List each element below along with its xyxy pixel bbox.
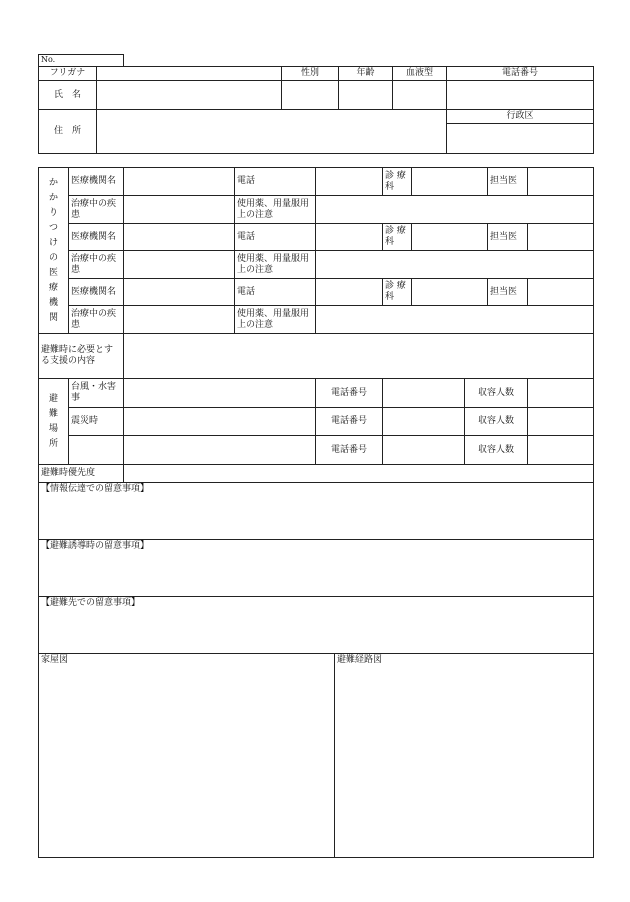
medical-side-char: 関: [48, 312, 58, 323]
age-label: 年齢: [339, 67, 393, 81]
info-notes-area[interactable]: [39, 483, 594, 540]
tel-label-3: 電話: [235, 279, 316, 306]
support-field[interactable]: [124, 334, 594, 379]
medical-side-label: [39, 168, 69, 334]
shelter-phone-field-3[interactable]: [383, 436, 465, 465]
doctor-label-1: 担当医: [488, 168, 528, 196]
institution-field-3[interactable]: [124, 279, 235, 306]
address-field[interactable]: [97, 110, 447, 154]
gender-label: 性別: [282, 67, 339, 81]
shelter-phone-field-1[interactable]: [383, 379, 465, 408]
blood-type-field[interactable]: [393, 81, 447, 110]
shelter-notes-label: 【避難先での留意事項】: [41, 598, 141, 608]
phone-field[interactable]: [447, 81, 594, 110]
furigana-field[interactable]: [97, 67, 282, 81]
institution-field-2[interactable]: [124, 224, 235, 251]
institution-label-3: 医療機関名: [69, 279, 124, 306]
phone-label: 電話番号: [447, 67, 594, 81]
furigana-label: フリガナ: [39, 67, 97, 81]
shelter-phone-label-3: 電話番号: [316, 436, 383, 465]
shelter-capacity-label-1: 収容人数: [465, 379, 528, 408]
shelter-side-char: 避: [48, 393, 58, 404]
shelter-type-2: 震災時: [69, 408, 124, 436]
medicine-label-3: 使用薬、用量服用上の注意: [235, 306, 316, 334]
support-label: 避難時に必要とする支援の内容: [39, 334, 124, 379]
disease-field-2[interactable]: [124, 251, 235, 279]
disease-label-1: 治療中の疾患: [69, 196, 124, 224]
tel-field-1[interactable]: [316, 168, 383, 196]
dept-field-1[interactable]: [412, 168, 488, 196]
medical-side-char: の: [48, 252, 58, 263]
medicine-label-2: 使用薬、用量服用上の注意: [235, 251, 316, 279]
medical-side-char: 医: [48, 267, 58, 278]
shelter-capacity-field-1[interactable]: [528, 379, 594, 408]
priority-field[interactable]: [124, 465, 594, 483]
doctor-field-1[interactable]: [528, 168, 594, 196]
shelter-capacity-label-2: 収容人数: [465, 408, 528, 436]
house-map-label: 家屋図: [41, 655, 69, 665]
institution-field-1[interactable]: [124, 168, 235, 196]
shelter-phone-label-2: 電話番号: [316, 408, 383, 436]
address-label: 住 所: [39, 110, 97, 154]
info-notes-label: 【情報伝達での留意事項】: [41, 484, 150, 494]
disease-field-1[interactable]: [124, 196, 235, 224]
shelter-type-3: [69, 436, 124, 465]
disease-field-3[interactable]: [124, 306, 235, 334]
medical-side-char: け: [48, 237, 58, 248]
dept-label-1: 診 療 科: [383, 168, 412, 196]
doctor-field-2[interactable]: [528, 224, 594, 251]
institution-label-2: 医療機関名: [69, 224, 124, 251]
medical-side-char: 療: [48, 282, 58, 293]
medicine-field-3[interactable]: [316, 306, 594, 334]
ward-field[interactable]: [447, 124, 594, 154]
dept-label-3: 診 療 科: [383, 279, 412, 306]
tel-field-2[interactable]: [316, 224, 383, 251]
main-form-table: [38, 167, 594, 858]
dept-field-2[interactable]: [412, 224, 488, 251]
medicine-label-1: 使用薬、用量服用上の注意: [235, 196, 316, 224]
medical-side-char: か: [48, 177, 58, 188]
route-map-area[interactable]: [335, 654, 594, 858]
dept-field-3[interactable]: [412, 279, 488, 306]
disease-label-2: 治療中の疾患: [69, 251, 124, 279]
gender-field[interactable]: [282, 81, 339, 110]
shelter-notes-area[interactable]: [39, 597, 594, 654]
disease-label-3: 治療中の疾患: [69, 306, 124, 334]
medical-side-char: か: [48, 192, 58, 203]
name-label: 氏 名: [39, 81, 97, 110]
shelter-phone-field-2[interactable]: [383, 408, 465, 436]
age-field[interactable]: [339, 81, 393, 110]
shelter-capacity-field-2[interactable]: [528, 408, 594, 436]
institution-label-1: 医療機関名: [69, 168, 124, 196]
medicine-field-1[interactable]: [316, 196, 594, 224]
shelter-side-label: [39, 379, 69, 465]
shelter-capacity-field-3[interactable]: [528, 436, 594, 465]
ward-label: 行政区: [447, 110, 594, 124]
tel-field-3[interactable]: [316, 279, 383, 306]
medicine-field-2[interactable]: [316, 251, 594, 279]
shelter-side-char: 所: [48, 438, 58, 449]
number-label: No.: [41, 55, 56, 64]
name-field[interactable]: [97, 81, 282, 110]
guidance-notes-label: 【避難誘導時の留意事項】: [41, 541, 150, 551]
medical-side-char: 機: [48, 297, 58, 308]
doctor-label-2: 担当医: [488, 224, 528, 251]
shelter-name-3[interactable]: [124, 436, 316, 465]
blood-type-label: 血液型: [393, 67, 447, 81]
guidance-notes-area[interactable]: [39, 540, 594, 597]
shelter-side-char: 難: [48, 408, 58, 419]
shelter-name-1[interactable]: [124, 379, 316, 408]
shelter-phone-label-1: 電話番号: [316, 379, 383, 408]
shelter-name-2[interactable]: [124, 408, 316, 436]
priority-label: 避難時優先度: [39, 465, 124, 483]
doctor-field-3[interactable]: [528, 279, 594, 306]
tel-label-1: 電話: [235, 168, 316, 196]
shelter-side-char: 場: [48, 423, 58, 434]
route-map-label: 避難経路図: [337, 655, 383, 665]
shelter-type-1: 台風・水害事: [69, 379, 124, 408]
medical-side-char: り: [48, 207, 58, 218]
doctor-label-3: 担当医: [488, 279, 528, 306]
house-map-area[interactable]: [39, 654, 335, 858]
dept-label-2: 診 療 科: [383, 224, 412, 251]
tel-label-2: 電話: [235, 224, 316, 251]
medical-side-char: つ: [48, 222, 58, 233]
shelter-capacity-label-3: 収容人数: [465, 436, 528, 465]
personal-info-table: [38, 66, 594, 154]
